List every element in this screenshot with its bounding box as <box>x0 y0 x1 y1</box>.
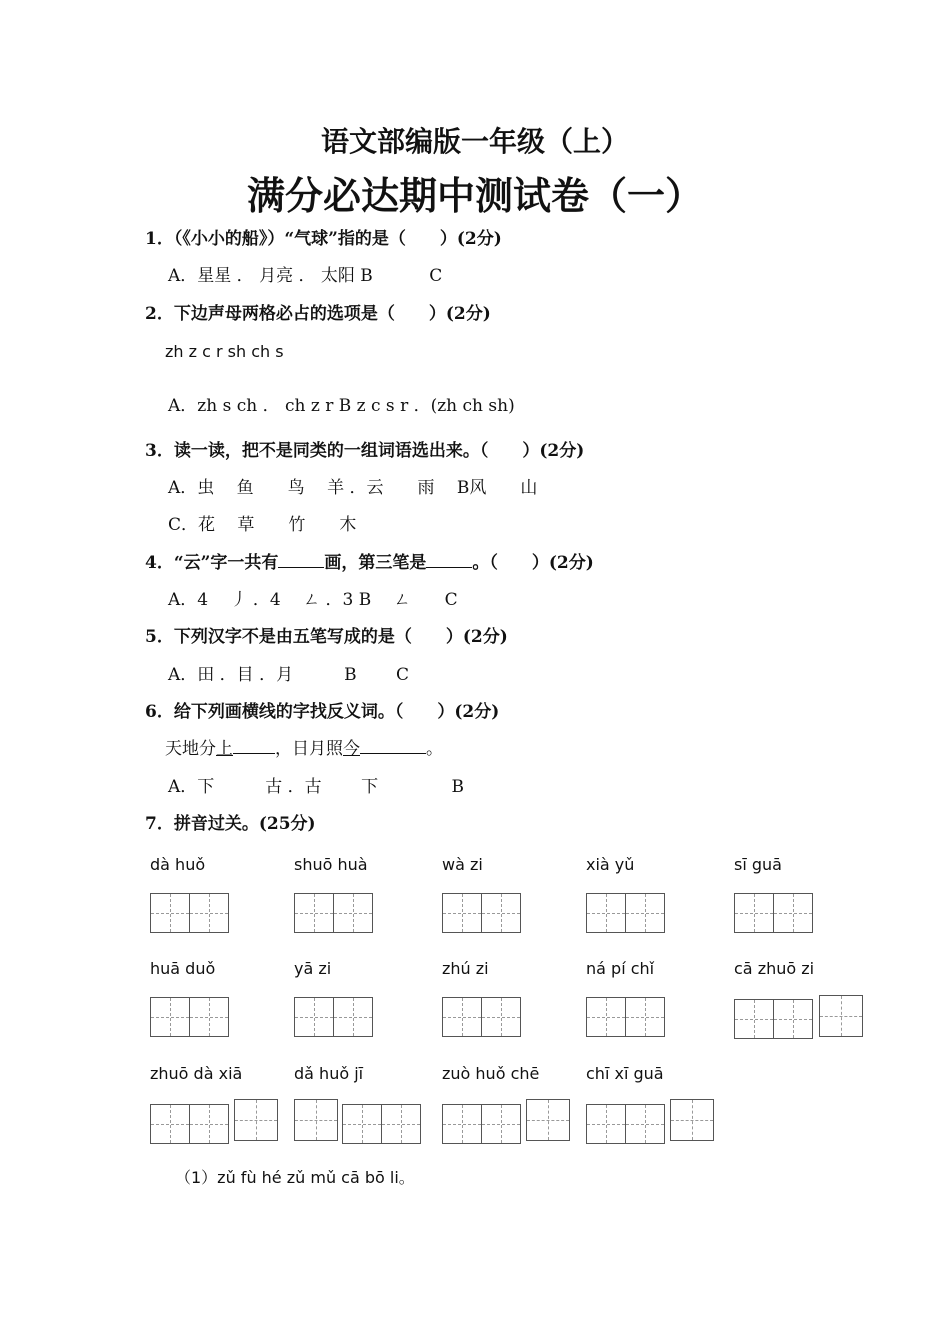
grid-cell[interactable] <box>734 893 774 933</box>
grid-cell[interactable] <box>526 1099 570 1141</box>
grid-cell[interactable] <box>773 893 813 933</box>
writing-grid[interactable] <box>342 1104 419 1144</box>
pinyin-label: zhú zi <box>442 959 489 978</box>
grid-cell[interactable] <box>586 1104 626 1144</box>
question-5-options: A．田 ．目 ．月 B C <box>168 665 409 685</box>
answer-blank[interactable] <box>426 553 472 568</box>
question-3-options-a: A．虫 鱼 鸟 羊 ．云 雨 B风 山 <box>168 478 538 498</box>
writing-grid[interactable] <box>670 1099 713 1141</box>
answer-blank[interactable] <box>278 553 324 568</box>
pinyin-label: chī xī guā <box>586 1064 664 1083</box>
writing-grid[interactable] <box>819 995 862 1037</box>
grid-cell[interactable] <box>670 1099 714 1141</box>
grid-cell[interactable] <box>586 893 626 933</box>
grid-cell[interactable] <box>189 893 229 933</box>
question-7-stem: 7．拼音过关。(25分) <box>145 814 316 834</box>
pinyin-label: huā duǒ <box>150 959 216 978</box>
question-3-options-c: C．花 草 竹 木 <box>168 515 357 535</box>
writing-grid[interactable] <box>734 999 811 1039</box>
question-5-stem: 5．下列汉字不是由五笔写成的是（ ）(2分) <box>145 627 508 647</box>
writing-grid[interactable] <box>442 997 519 1037</box>
writing-grid[interactable] <box>150 997 227 1037</box>
grid-cell[interactable] <box>294 1099 338 1141</box>
question-1-options: A．星星 ． 月亮 ． 太阳 B C <box>168 266 443 286</box>
writing-grid[interactable] <box>234 1099 277 1141</box>
grid-cell[interactable] <box>481 893 521 933</box>
writing-grid[interactable] <box>294 893 371 933</box>
grid-cell[interactable] <box>625 997 665 1037</box>
exam-subtitle: 语文部编版一年级（上） <box>320 125 629 158</box>
pinyin-label: ná pí chǐ <box>586 959 655 978</box>
question-4-options: A．4 丿 ．4 ㄥ ．3 B ㄥ C <box>168 590 458 610</box>
pinyin-label: yā zi <box>294 959 332 978</box>
question-6-sentence: 天地分上 ，日月照今 。 <box>165 739 443 759</box>
grid-cell[interactable] <box>442 1104 482 1144</box>
grid-cell[interactable] <box>481 1104 521 1144</box>
question-6-stem: 6．给下列画横线的字找反义词。（ ）(2分) <box>145 702 500 722</box>
pinyin-label: zhuō dà xiā <box>150 1064 243 1083</box>
grid-cell[interactable] <box>381 1104 421 1144</box>
pinyin-label: xià yǔ <box>586 855 635 874</box>
exam-title: 满分必达期中测试卷（一） <box>246 173 703 218</box>
grid-cell[interactable] <box>333 997 373 1037</box>
question-4-stem: 4．“云”字一共有 画，第三笔是 。（ ）(2分) <box>145 553 594 573</box>
question-2-options: A．zh s ch ． ch z r B z c s r ．(zh ch sh) <box>168 396 515 416</box>
grid-cell[interactable] <box>189 997 229 1037</box>
writing-grid[interactable] <box>734 893 811 933</box>
grid-cell[interactable] <box>189 1104 229 1144</box>
grid-cell[interactable] <box>150 1104 190 1144</box>
grid-cell[interactable] <box>234 1099 278 1141</box>
grid-cell[interactable] <box>481 997 521 1037</box>
answer-blank[interactable] <box>360 739 426 754</box>
grid-cell[interactable] <box>442 997 482 1037</box>
pinyin-label: dà huǒ <box>150 855 206 874</box>
grid-cell[interactable] <box>773 999 813 1039</box>
writing-grid[interactable] <box>150 893 227 933</box>
question-3-stem: 3．读一读，把不是同类的一组词语选出来。（ ）(2分) <box>145 441 585 461</box>
grid-cell[interactable] <box>819 995 863 1037</box>
pinyin-label: wà zi <box>442 855 483 874</box>
writing-grid[interactable] <box>294 997 371 1037</box>
writing-grid[interactable] <box>526 1099 569 1141</box>
question-7-sub-1: （1）zǔ fù hé zǔ mǔ cā bō li。 <box>175 1168 415 1187</box>
pinyin-label: sī guā <box>734 855 782 874</box>
grid-cell[interactable] <box>150 893 190 933</box>
pinyin-label: zuò huǒ chē <box>442 1064 540 1083</box>
writing-grid[interactable] <box>586 1104 663 1144</box>
question-2-letters: zh z c r sh ch s <box>165 342 284 361</box>
writing-grid[interactable] <box>586 997 663 1037</box>
grid-cell[interactable] <box>625 1104 665 1144</box>
grid-cell[interactable] <box>294 997 334 1037</box>
grid-cell[interactable] <box>294 893 334 933</box>
grid-cell[interactable] <box>734 999 774 1039</box>
pinyin-label: shuō huà <box>294 855 368 874</box>
writing-grid[interactable] <box>294 1099 337 1141</box>
writing-grid[interactable] <box>150 1104 227 1144</box>
writing-grid[interactable] <box>442 893 519 933</box>
question-2-stem: 2．下边声母两格必占的选项是（ ）(2分) <box>145 304 491 324</box>
writing-grid[interactable] <box>442 1104 519 1144</box>
grid-cell[interactable] <box>625 893 665 933</box>
pinyin-label: cā zhuō zi <box>734 959 815 978</box>
grid-cell[interactable] <box>342 1104 382 1144</box>
question-1-stem: 1．（《小小的船》）“气球”指的是（ ）(2分) <box>145 229 502 249</box>
grid-cell[interactable] <box>333 893 373 933</box>
pinyin-label: dǎ huǒ jī <box>294 1064 364 1083</box>
writing-grid[interactable] <box>586 893 663 933</box>
grid-cell[interactable] <box>586 997 626 1037</box>
grid-cell[interactable] <box>442 893 482 933</box>
question-6-options: A．下 古 ．古 下 B <box>168 777 464 797</box>
answer-blank[interactable] <box>233 739 275 754</box>
grid-cell[interactable] <box>150 997 190 1037</box>
